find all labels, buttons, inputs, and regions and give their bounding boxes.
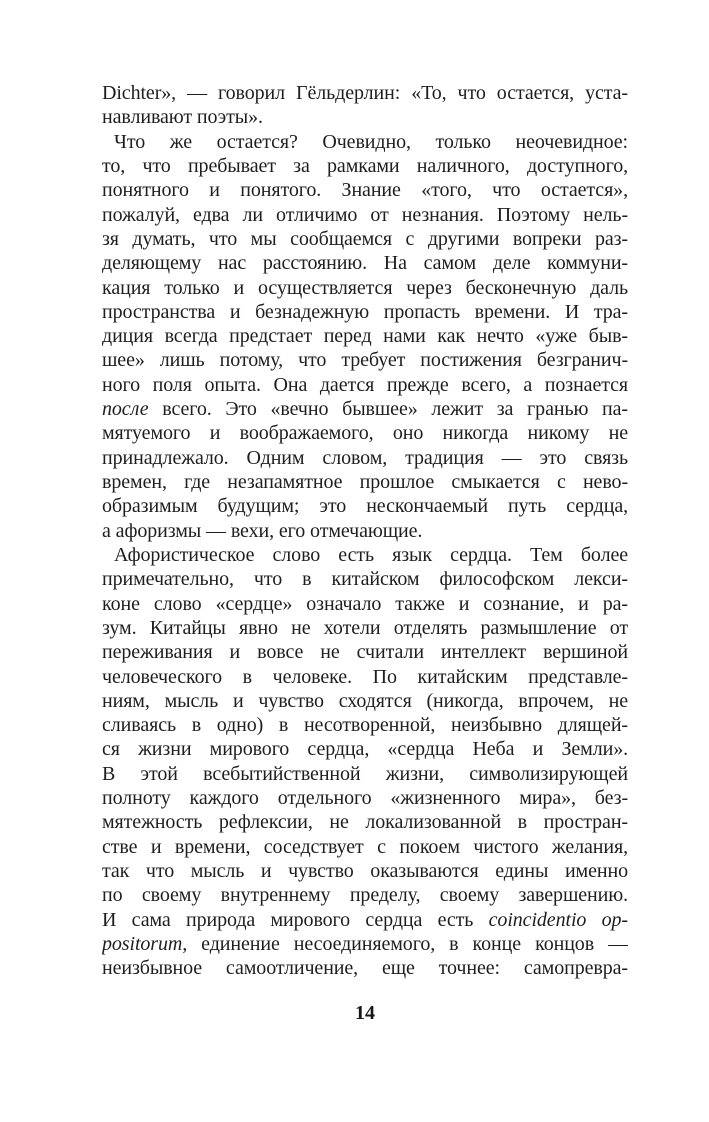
text-line: неизбывное самоотличение, еще точнее: самопревра- [102, 957, 628, 980]
text-line: коне слово «сердце» означало также и сознание, и ра- [102, 592, 628, 615]
text-line: ниям, мысль и чувство сходятся (никогда, впрочем, не [102, 689, 628, 712]
text-line: зум. Китайцы явно не хотели отделять размышление от [102, 616, 628, 639]
text-line: пожалуй, едва ли отличимо от незнания. Поэтому нель- [102, 203, 628, 226]
text-line: примечательно, что в китайском философском лекси- [102, 568, 628, 591]
text-line: Dichter», — говорил Гёльдерлин: «То, что остается, уста- [102, 82, 628, 104]
text-line: пространства и безнадежную пропасть времени. И тра- [102, 300, 628, 323]
text-line: принадлежало. Одним словом, традиция — это связь [102, 446, 628, 469]
text-line: ного поля опыта. Она дается прежде всего, а познается [102, 373, 628, 396]
text-line: ся жизни мирового сердца, «сердца Неба и Земли». [102, 738, 628, 761]
text-line: positorum, единение несоединяемого, в конце концов — [102, 932, 628, 955]
text-line: стве и времени, соседствует с покоем чистого желания, [102, 835, 628, 858]
text-line: мятежность рефлексии, не локализованной в простран- [102, 811, 628, 834]
text-line: по своему внутреннему пределу, своему завершению. [102, 884, 628, 907]
text-line: шее» лишь потому, что требует постижения безгранич- [102, 349, 628, 372]
text-line: человеческого в человеке. По китайским представле- [102, 665, 628, 688]
text-line: полноту каждого отдельного «жизненного мира», без- [102, 787, 628, 810]
text-line: так что мысль и чувство оказываются едины именно [102, 860, 628, 882]
text-line: переживания и вовсе не считали интеллект вершиной [102, 641, 628, 664]
text-line: Афористическое слово есть язык сердца. Тем более [114, 543, 628, 566]
text-line: В этой всебытийственной жизни, символизирующей [102, 762, 628, 785]
text-line: диция всегда предстает перед нами как нечто «уже быв- [102, 325, 628, 348]
text-line: сливаясь в одно) в несотворенной, неизбывно длящей- [102, 714, 628, 737]
text-line: деляющему нас расстоянию. На самом деле коммуни- [102, 252, 628, 275]
text-line: Что же остается? Очевидно, только неочевидное: [114, 130, 628, 153]
text-line: И сама природа мирового сердца есть coincidentio op- [102, 908, 628, 931]
text-line: навливают поэты». [102, 106, 263, 129]
text-line: понятного и понятого. Знание «того, что остается», [102, 179, 628, 202]
text-line: кация только и осуществляется через бесконечную даль [102, 276, 628, 299]
page-number: 14 [355, 1002, 375, 1024]
text-line: зя думать, что мы сообщаемся с другими вопреки раз- [102, 227, 628, 250]
text-block [102, 81, 628, 981]
text-line: мятуемого и воображаемого, оно никогда никому не [102, 422, 628, 445]
text-line: а афоризмы — вехи, его отмечающие. [102, 519, 423, 542]
text-line: времен, где незапамятное прошлое смыкается с нево- [102, 471, 628, 493]
text-line: образимым будущим; это нескончаемый путь сердца, [102, 495, 628, 518]
text-line: после всего. Это «вечно бывшее» лежит за гранью па- [102, 398, 628, 421]
text-line: то, что пребывает за рамками наличного, доступного, [102, 154, 628, 177]
